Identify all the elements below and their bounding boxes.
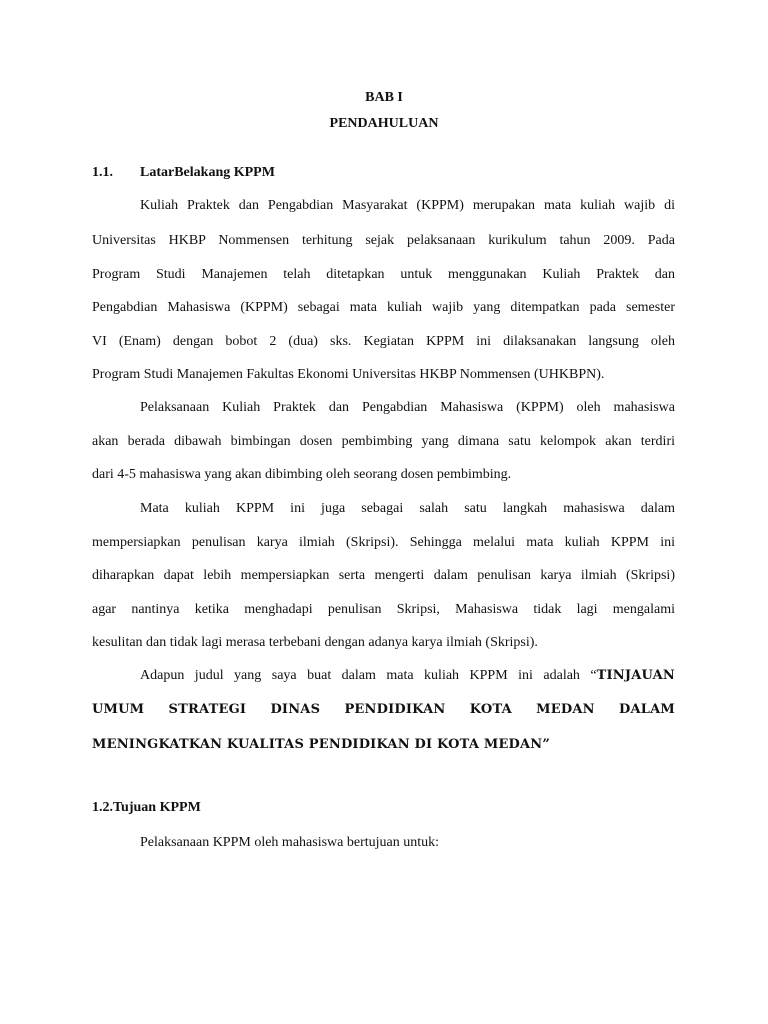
section-1-heading [92,165,275,181]
paragraph-line: Universitas HKBP Nommensen terhitung sejak pelaksanaan kurikulum tahun 2009. Pada [92,233,675,248]
section-2-intro: Pelaksanaan KPPM oleh mahasiswa bertujuan untuk: [140,835,440,850]
paragraph-line: Pelaksanaan Kuliah Praktek dan Pengabdian Mahasiswa (KPPM) oleh mahasiswa [140,400,675,415]
paragraph-line: Pengabdian Mahasiswa (KPPM) sebagai mata kuliah wajib yang ditempatkan pada semester [92,300,675,315]
paragraph-line: agar nantinya ketika menghadapi penulisan Skripsi, Mahasiswa tidak lagi mengalami [92,602,675,617]
section-2-heading: 1.2.Tujuan KPPM [92,800,201,815]
section-1-title: LatarBelakang KPPM [140,165,275,180]
paragraph-line: dari 4-5 mahasiswa yang akan dibimbing oleh seorang dosen pembimbing. [92,467,512,482]
paragraph-line: Kuliah Praktek dan Pengabdian Masyarakat (KPPM) merupakan mata kuliah wajib di [140,198,675,213]
paragraph-line: mempersiapkan penulisan karya ilmiah (Skripsi). Sehingga melalui mata kuliah KPPM ini [92,535,675,550]
paragraph-line: Program Studi Manajemen Fakultas Ekonomi Universitas HKBP Nommensen (UHKBPN). [92,367,605,382]
paragraph-line: Mata kuliah KPPM ini juga sebagai salah satu langkah mahasiswa dalam [140,501,675,516]
title-paragraph-line [140,666,675,686]
paragraph-line: VI (Enam) dengan bobot 2 (dua) sks. Kegiatan KPPM ini dilaksanakan langsung oleh [92,334,675,349]
paragraph-line: Program Studi Manajemen telah ditetapkan untuk menggunakan Kuliah Praktek dan [92,267,675,282]
paragraph-line: kesulitan dan tidak lagi merasa terbebani dengan adanya karya ilmiah (Skripsi). [92,635,538,650]
title-intro: Adapun judul yang saya buat dalam mata kuliah KPPM ini adalah “ [140,668,597,683]
chapter-label: BAB I [365,90,403,105]
report-title-line2: UMUM STRATEGI DINAS PENDIDIKAN KOTA MEDAN DALAM [92,702,675,717]
chapter-title: PENDAHULUAN [329,116,439,131]
report-title-part1: TINJAUAN [596,668,675,683]
section-1-number: 1.1. [92,165,113,180]
report-title-line3: MENINGKATKAN KUALITAS PENDIDIKAN DI KOTA MEDAN” [92,737,551,752]
paragraph-line: akan berada dibawah bimbingan dosen pembimbing yang dimana satu kelompok akan terdiri [92,434,675,449]
paragraph-line: diharapkan dapat lebih mempersiapkan serta mengerti dalam penulisan karya ilmiah (Skripsi) [92,568,675,583]
